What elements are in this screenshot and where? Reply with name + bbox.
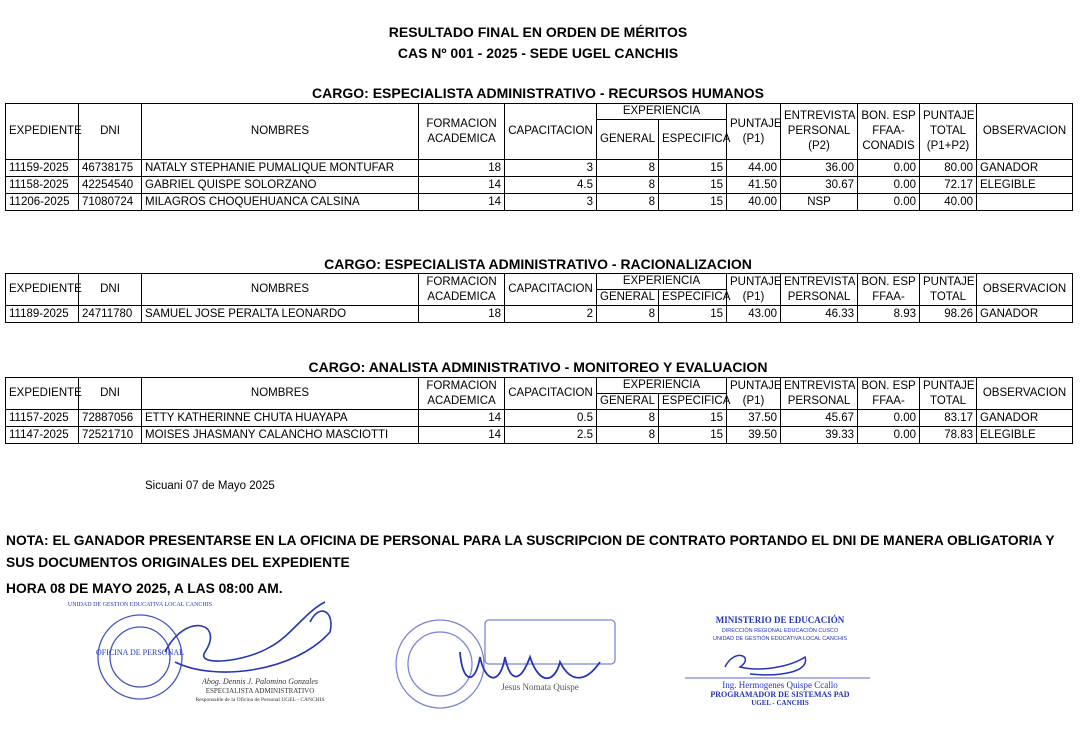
table-cell: 78.83: [920, 427, 977, 444]
sig1-title: ESPECIALISTA ADMINISTRATIVO: [205, 687, 315, 695]
col-general: GENERAL: [597, 120, 659, 160]
table-cell: 46738175: [79, 160, 142, 177]
doc-subtitle: CAS Nº 001 - 2025 - SEDE UGEL CANCHIS: [397, 45, 679, 61]
sig3-title: PROGRAMADOR DE SISTEMAS PAD: [710, 690, 850, 699]
table-cell: [977, 194, 1073, 211]
table-cell: 2.5: [505, 427, 597, 444]
table-row: [6, 410, 1073, 427]
table-cell: 45.67: [781, 410, 858, 427]
table-cell: 36.00: [781, 160, 858, 177]
col-entrevista: ENTREVISTA PERSONAL (P2): [781, 104, 858, 160]
table-cell: 8: [597, 177, 659, 194]
table-cell: MILAGROS CHOQUEHUANCA CALSINA: [142, 194, 419, 211]
col-bon: BON. ESP FFAA-: [858, 274, 920, 306]
col-expediente: EXPEDIENTE: [6, 274, 79, 306]
col-expediente: EXPEDIENTE: [6, 104, 79, 160]
table-cell: ELEGIBLE: [977, 427, 1073, 444]
table-row: [6, 306, 1073, 323]
sig3-ugel: UNIDAD DE GESTIÓN EDUCATIVA LOCAL CANCHIS: [712, 636, 848, 642]
table-cell: GANADOR: [977, 306, 1073, 323]
col-total: PUNTAJE TOTAL: [920, 378, 977, 410]
table-cell: 14: [419, 427, 505, 444]
table-cell: 37.50: [727, 410, 781, 427]
table-cell: 0.00: [858, 410, 920, 427]
table-cell: 15: [659, 177, 727, 194]
col-dni: DNI: [79, 378, 142, 410]
table-cell: 15: [659, 306, 727, 323]
table-cell: 18: [419, 160, 505, 177]
table-cell: 39.50: [727, 427, 781, 444]
table-cell: 11157-2025: [6, 410, 79, 427]
table-cell: 83.17: [920, 410, 977, 427]
table-cell: 15: [659, 427, 727, 444]
table-cell: 71080724: [79, 194, 142, 211]
table-cell: 44.00: [727, 160, 781, 177]
table-cell: 15: [659, 194, 727, 211]
signature-stroke-1: [165, 602, 331, 672]
col-capacitacion: CAPACITACION: [505, 104, 597, 160]
results-table-3: [5, 377, 1073, 444]
table-cell: 8: [597, 194, 659, 211]
col-capacitacion: CAPACITACION: [505, 378, 597, 410]
col-observacion: OBSERVACION: [977, 104, 1073, 160]
col-observacion: OBSERVACION: [977, 274, 1073, 306]
table-cell: 15: [659, 160, 727, 177]
table-cell: ETTY KATHERINNE CHUTA HUAYAPA: [142, 410, 419, 427]
table-cell: 2: [505, 306, 597, 323]
table-cell: ELEGIBLE: [977, 177, 1073, 194]
seal-ring-text: UNIDAD DE GESTION EDUCATIVA LOCAL CANCHIS: [67, 602, 213, 608]
table-cell: 0.00: [858, 177, 920, 194]
col-capacitacion: CAPACITACION: [505, 274, 597, 306]
table-cell: NSP: [781, 194, 858, 211]
signature-stroke-3: [725, 655, 806, 674]
cargo-title-1: CARGO: ESPECIALISTA ADMINISTRATIVO - RECURSOS HUMANOS: [312, 85, 764, 101]
hora-text: HORA 08 DE MAYO 2025, A LAS 08:00 AM.: [6, 581, 283, 596]
table-cell: 80.00: [920, 160, 977, 177]
col-nombres: NOMBRES: [142, 274, 419, 306]
table-cell: 3: [505, 194, 597, 211]
signature-stroke-2: [460, 652, 600, 678]
table-cell: 18: [419, 306, 505, 323]
col-nombres: NOMBRES: [142, 378, 419, 410]
col-formacion: FORMACION ACADEMICA: [419, 104, 505, 160]
table-cell: 40.00: [727, 194, 781, 211]
table-cell: 8: [597, 410, 659, 427]
col-entrevista: ENTREVISTA PERSONAL: [781, 274, 858, 306]
table-cell: 0.00: [858, 194, 920, 211]
nota-text: NOTA: EL GANADOR PRESENTARSE EN LA OFICINA DE PERSONAL PARA LA SUSCRIPCION DE CONTRATO PORTANDO EL DNI DE MANERA OBLIGATORIA Y SUS DOCUMENTOS ORIGINALES DEL EXPEDIENTE: [6, 533, 1055, 570]
sig3-office: UGEL - CANCHIS: [751, 699, 809, 707]
table-cell: 8: [597, 160, 659, 177]
col-nombres: NOMBRES: [142, 104, 419, 160]
table-cell: 72.17: [920, 177, 977, 194]
table-cell: 43.00: [727, 306, 781, 323]
table-cell: 72887056: [79, 410, 142, 427]
col-total: PUNTAJE TOTAL: [920, 274, 977, 306]
col-puntaje-p1: PUNTAJE (P1): [727, 104, 781, 160]
col-general: GENERAL: [597, 394, 659, 410]
table-cell: MOISES JHASMANY CALANCHO MASCIOTTI: [142, 427, 419, 444]
table-body-3: [6, 410, 1073, 444]
col-dni: DNI: [79, 274, 142, 306]
table-cell: 30.67: [781, 177, 858, 194]
signature-seal-1: [67, 592, 340, 712]
col-entrevista: ENTREVISTA PERSONAL: [781, 378, 858, 410]
table-cell: 8: [597, 427, 659, 444]
sig3-name: Ing. Hermogenes Quispe Ccallo: [722, 680, 838, 690]
results-table-1: [5, 103, 1073, 211]
table-cell: 11158-2025: [6, 177, 79, 194]
table-row: [6, 177, 1073, 194]
col-bon: BON. ESP FFAA-: [858, 378, 920, 410]
table-cell: GABRIEL QUISPE SOLORZANO: [142, 177, 419, 194]
table-row: [6, 160, 1073, 177]
doc-title: RESULTADO FINAL EN ORDEN DE MÉRITOS: [388, 24, 688, 40]
table-cell: SAMUEL JOSE PERALTA LEONARDO: [142, 306, 419, 323]
col-dni: DNI: [79, 104, 142, 160]
table-cell: 40.00: [920, 194, 977, 211]
table-cell: 14: [419, 177, 505, 194]
table-cell: 11159-2025: [6, 160, 79, 177]
seal-center-text: OFICINA DE PERSONAL: [95, 648, 185, 657]
table-cell: 0.00: [858, 160, 920, 177]
sig3-dre: DIRECCIÓN REGIONAL EDUCACIÓN CUSCO: [721, 628, 839, 634]
cargo-title-3: CARGO: ANALISTA ADMINISTRATIVO - MONITOREO Y EVALUACION: [308, 359, 768, 375]
sig1-name: Abog. Dennis J. Palomino Gonzales: [202, 677, 318, 686]
col-bon: BON. ESP FFAA- CONADIS: [858, 104, 920, 160]
cargo-title-2: CARGO: ESPECIALISTA ADMINISTRATIVO - RACIONALIZACION: [324, 256, 752, 272]
doc-date: Sicuani 07 de Mayo 2025: [145, 480, 275, 492]
col-expediente: EXPEDIENTE: [6, 378, 79, 410]
table-cell: GANADOR: [977, 410, 1073, 427]
col-especifica: ESPECIFICA: [659, 120, 727, 160]
signature-seal-2: [390, 612, 630, 722]
col-puntaje-p1: PUNTAJE (P1): [727, 274, 781, 306]
table-row: [6, 427, 1073, 444]
table-cell: 41.50: [727, 177, 781, 194]
table-body-1: [6, 160, 1073, 211]
table-cell: NATALY STEPHANIE PUMALIQUE MONTUFAR: [142, 160, 419, 177]
results-table-2: [5, 273, 1073, 323]
col-formacion: FORMACION ACADEMICA: [419, 274, 505, 306]
table-cell: 72521710: [79, 427, 142, 444]
sig2-name: Jesus Nomata Quispe: [501, 682, 579, 692]
table-row: [6, 194, 1073, 211]
table-cell: 42254540: [79, 177, 142, 194]
table-cell: 11147-2025: [6, 427, 79, 444]
sig1-office: Responsable de la Oficina de Personal UGEL - CANCHIS: [195, 697, 325, 703]
table-cell: 98.26: [920, 306, 977, 323]
sig3-ministry: MINISTERIO DE EDUCACIÓN: [715, 615, 845, 625]
col-experiencia: EXPERIENCIA: [597, 274, 727, 290]
table-body-2: [6, 306, 1073, 323]
table-cell: 15: [659, 410, 727, 427]
table-cell: 46.33: [781, 306, 858, 323]
col-experiencia: EXPERIENCIA: [597, 104, 727, 120]
table-cell: 14: [419, 194, 505, 211]
table-cell: 3: [505, 160, 597, 177]
table-cell: 11206-2025: [6, 194, 79, 211]
col-general: GENERAL: [597, 290, 659, 306]
table-cell: GANADOR: [977, 160, 1073, 177]
signature-seal-3: [680, 612, 880, 712]
table-cell: 11189-2025: [6, 306, 79, 323]
col-experiencia: EXPERIENCIA: [597, 378, 727, 394]
table-cell: 24711780: [79, 306, 142, 323]
table-cell: 4.5: [505, 177, 597, 194]
col-puntaje-p1: PUNTAJE (P1): [727, 378, 781, 410]
table-cell: 8: [597, 306, 659, 323]
table-cell: 39.33: [781, 427, 858, 444]
col-especifica: ESPECIFICA: [659, 394, 727, 410]
table-cell: 14: [419, 410, 505, 427]
col-especifica: ESPECIFICA: [659, 290, 727, 306]
table-cell: 0.00: [858, 427, 920, 444]
col-formacion: FORMACION ACADEMICA: [419, 378, 505, 410]
col-total: PUNTAJE TOTAL (P1+P2): [920, 104, 977, 160]
table-cell: 0.5: [505, 410, 597, 427]
table-cell: 8.93: [858, 306, 920, 323]
col-observacion: OBSERVACION: [977, 378, 1073, 410]
